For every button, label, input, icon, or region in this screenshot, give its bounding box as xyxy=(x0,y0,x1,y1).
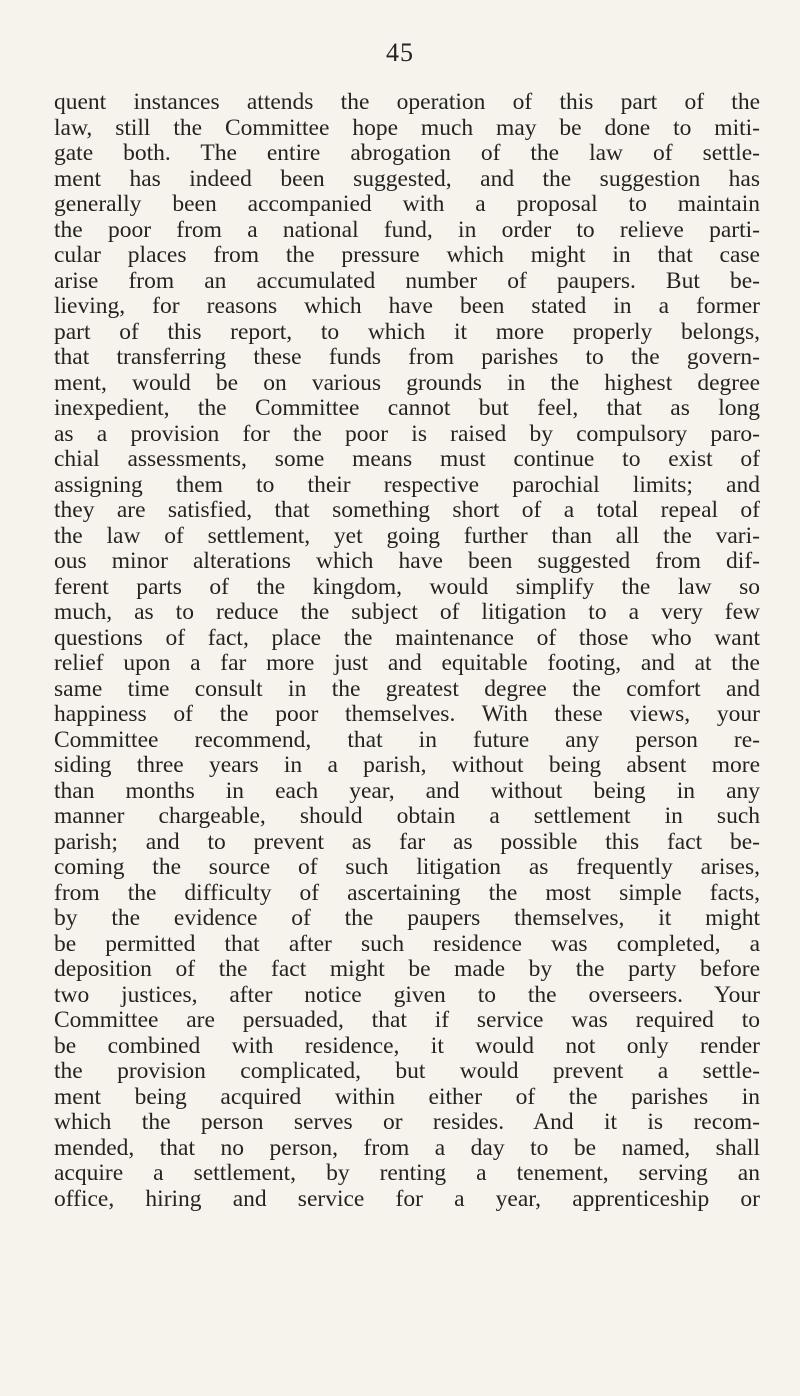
text-line: ment being acquired within either of the parishes in xyxy=(54,1083,760,1110)
text-line: office, hiring and service for a year, apprenticeship or xyxy=(54,1185,760,1212)
text-line: much, as to reduce the subject of litigation to a very few xyxy=(54,599,760,625)
text-line: than months in each year, and without being in any xyxy=(54,777,760,804)
text-line: ment has indeed been suggested, and the suggestion has xyxy=(54,165,760,192)
text-line: ferent parts of the kingdom, would simplify the law so xyxy=(54,573,760,600)
text-line: gate both. The entire abrogation of the law of settle- xyxy=(54,140,760,166)
text-line: questions of fact, place the maintenance of those who want xyxy=(54,624,760,651)
text-line: parish; and to prevent as far as possible this fact be- xyxy=(54,828,760,855)
text-line: two justices, after notice given to the overseers. Your xyxy=(54,981,760,1008)
text-line: same time consult in the greatest degree the comfort and xyxy=(54,675,760,702)
text-line: generally been accompanied with a proposal to maintain xyxy=(54,191,760,217)
text-line: happiness of the poor themselves. With these views, your xyxy=(54,701,760,727)
text-line: siding three years in a parish, without being absent more xyxy=(54,752,760,778)
text-line: inexpedient, the Committee cannot but feel, that as long xyxy=(54,395,760,421)
page-number: 45 xyxy=(386,38,414,67)
text-line: chial assessments, some means must continue to exist of xyxy=(54,446,760,472)
text-line: assigning them to their respective parochial limits; and xyxy=(54,471,760,498)
text-line: by the evidence of the paupers themselves, it might xyxy=(54,905,760,931)
text-line: lieving, for reasons which have been stated in a former xyxy=(54,293,760,319)
text-line: be permitted that after such residence was completed, a xyxy=(54,930,760,957)
text-line: from the difficulty of ascertaining the most simple facts, xyxy=(54,879,760,906)
text-line: law, still the Committee hope much may be done to miti- xyxy=(54,114,760,141)
text-line: that transferring these funds from parishes to the govern- xyxy=(54,344,760,370)
text-line: ment, would be on various grounds in the highest degree xyxy=(54,369,760,396)
text-line: Committee are persuaded, that if service was required to xyxy=(54,1007,760,1033)
text-line: acquire a settlement, by renting a tenement, serving an xyxy=(54,1160,760,1186)
text-line: ous minor alterations which have been suggested from dif- xyxy=(54,548,760,574)
text-line: which the person serves or resides. And it is recom- xyxy=(54,1109,760,1135)
text-line: cular places from the pressure which might in that case xyxy=(54,242,760,268)
text-line: they are satisfied, that something short of a total repeal of xyxy=(54,497,760,523)
text-line: the law of settlement, yet going further than all the vari- xyxy=(54,522,760,549)
text-line: quent instances attends the operation of this part of the xyxy=(54,89,760,115)
text-line: coming the source of such litigation as frequently arises, xyxy=(54,854,760,880)
text-line: mended, that no person, from a day to be named, shall xyxy=(54,1134,760,1161)
text-line: deposition of the fact might be made by the party before xyxy=(54,956,760,982)
body-text xyxy=(54,90,760,1212)
text-line: be combined with residence, it would not only render xyxy=(54,1032,760,1059)
text-line: part of this report, to which it more properly belongs, xyxy=(54,318,760,345)
text-line: relief upon a far more just and equitable footing, and at the xyxy=(54,650,760,676)
text-line: the provision complicated, but would prevent a settle- xyxy=(54,1058,760,1084)
text-line: arise from an accumulated number of paupers. But be- xyxy=(54,267,760,294)
text-line: as a provision for the poor is raised by compulsory paro- xyxy=(54,420,760,447)
text-line: manner chargeable, should obtain a settlement in such xyxy=(54,803,760,829)
text-line: Committee recommend, that in future any person re- xyxy=(54,726,760,753)
text-line: the poor from a national fund, in order to relieve parti- xyxy=(54,216,760,243)
